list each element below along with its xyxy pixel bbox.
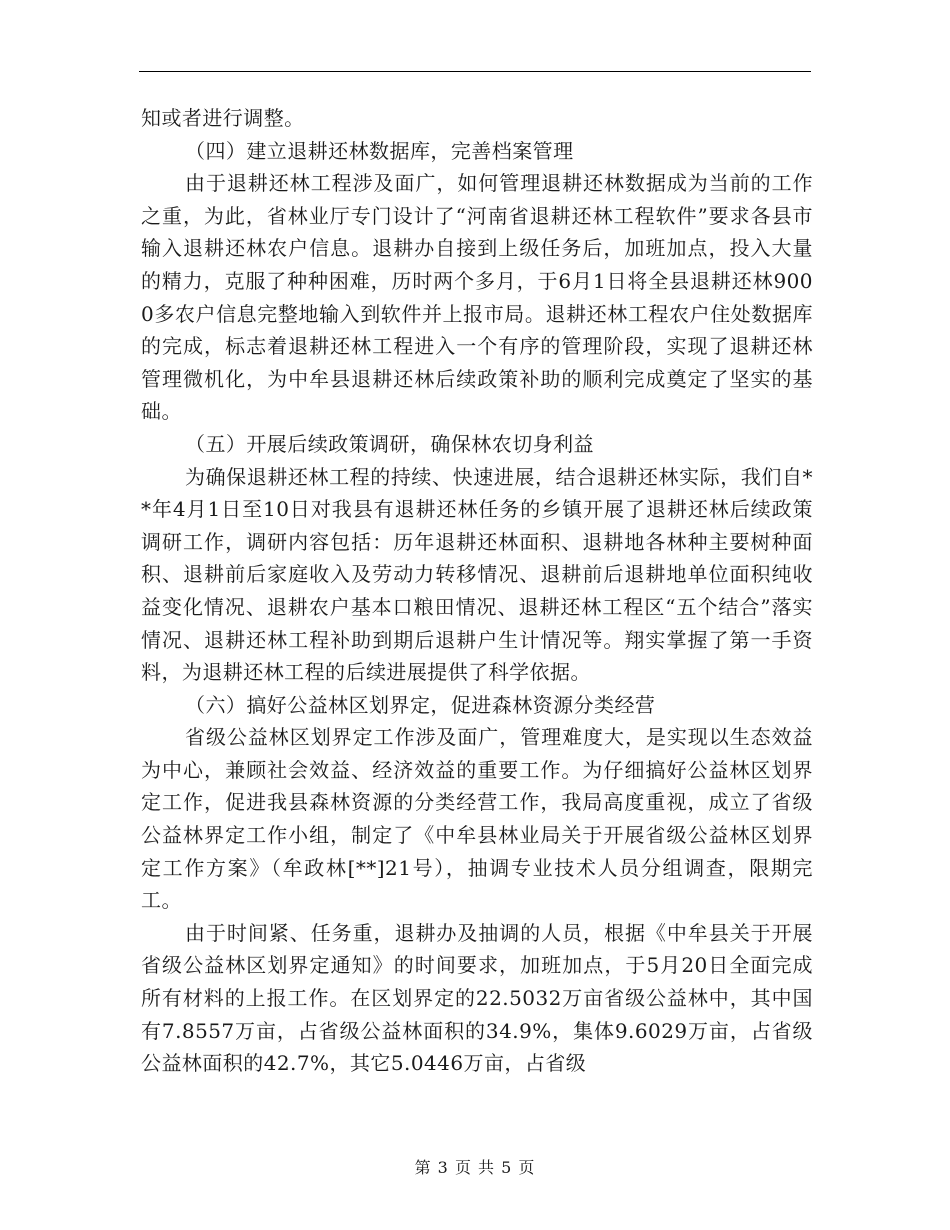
section-heading-4: （四）建立退耕还林数据库，完善档案管理	[185, 138, 574, 163]
paragraph-completion: 由于时间紧、任务重，退耕办及抽调的人员，根据《中牟县关于开展省级公益林区划界定通知》的时间要求，加班加点，于5月20日全面完成所有材料的上报工作。在区划界定的22.5032万亩省级公益林中，其中国有7.8557万亩，占省级公益林面积的34.9%，集体9.6029万亩，占省级公益林面积的42.7%，其它5.0446万亩，占省级	[141, 920, 813, 1076]
header-rule	[139, 71, 811, 72]
paragraph-1: 知或者进行调整。	[141, 106, 305, 130]
paragraph-database: 由于退耕还林工程涉及面广，如何管理退耕还林数据成为当前的工作之重，为此，省林业厅专门设计了“河南省退耕还林工程软件”要求各县市输入退耕还林农户信息。退耕办自接到上级任务后，加班加点，投入大量的精力，克服了种种困难，历时两个多月，于6月1日将全县退耕还林9000多农户信息完整地输入到软件并上报市局。退耕还林工程农户住处数据库的完成，标志着退耕还林工程进入一个有序的管理阶段，实现了退耕还林管理微机化，为中牟县退耕还林后续政策补助的顺利完成奠定了坚实的基础。	[141, 171, 813, 424]
section-heading-6: （六）搞好公益林区划界定，促进森林资源分类经营	[185, 692, 656, 717]
section-heading-5: （五）开展后续政策调研，确保林农切身利益	[185, 431, 594, 456]
paragraph-research: 为确保退耕还林工程的持续、快速进展，结合退耕还林实际，我们自**年4月1日至10日对我县有退耕还林任务的乡镇开展了退耕还林后续政策调研工作，调研内容包括：历年退耕还林面积、退耕地各林种主要树种面积、退耕前后家庭收入及劳动力转移情况、退耕前后退耕地单位面积纯收益变化情况、退耕农户基本口粮田情况、退耕还林工程区“五个结合”落实情况、退耕还林工程补助到期后退耕户生计情况等。翔实掌握了第一手资料，为退耕还林工程的后续进展提供了科学依据。	[141, 464, 813, 685]
page-footer: 第 3 页 共 5 页	[414, 1158, 536, 1177]
document-body	[141, 102, 813, 1080]
paragraph-public-forest: 省级公益林区划界定工作涉及面广，管理难度大，是实现以生态效益为中心，兼顾社会效益、经济效益的重要工作。为仔细搞好公益林区划界定工作，促进我县森林资源的分类经营工作，我局高度重视，成立了省级公益林界定工作小组，制定了《中牟县林业局关于开展省级公益林区划界定工作方案》（牟政林[**]21号），抽调专业技术人员分组调查，限期完工。	[141, 725, 813, 913]
